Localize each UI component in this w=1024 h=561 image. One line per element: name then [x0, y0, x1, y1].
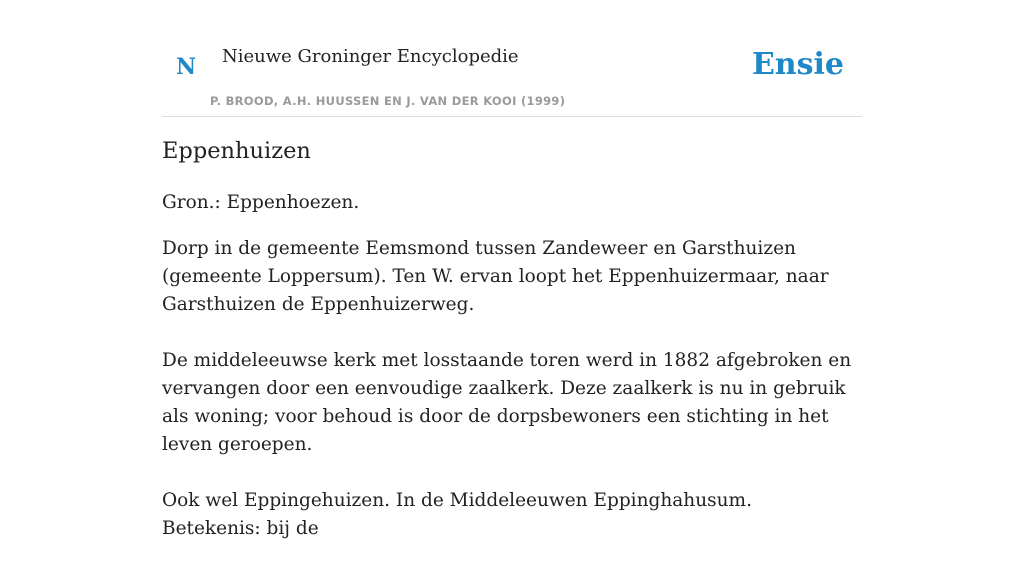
article-paragraph: De middeleeuwse kerk met losstaande toren werd in 1882 afgebroken en vervangen door een eenvoudige zaalkerk. Deze zaalkerk is nu in gebruik als woning; voor behoud is door de dorpsbewoners een stichting in het leven geroepen. [162, 350, 852, 455]
encyclopedia-logo-icon[interactable]: N [176, 54, 197, 80]
ensie-logo-link[interactable]: Ensie [751, 47, 844, 82]
book-title[interactable]: Nieuwe Groninger Encyclopedie [222, 46, 519, 67]
book-authors: P. BROOD, A.H. HUUSSEN EN J. VAN DER KOOI (1999) [210, 94, 566, 108]
article-paragraph: Gron.: Eppenhoezen. [162, 192, 360, 213]
article-paragraph: Dorp in de gemeente Eemsmond tussen Zandeweer en Garsthuizen (gemeente Loppersum). Ten W. ervan loopt het Eppenhuizermaar, naar Garsthuizen de Eppenhuizerweg. [162, 238, 829, 315]
article-paragraph: Ook wel Eppingehuizen. In de Middeleeuwen Eppinghahusum. Betekenis: bij de [162, 490, 752, 539]
site-header [162, 0, 862, 117]
article-content [162, 138, 852, 561]
article-title: Eppenhuizen [162, 138, 311, 164]
